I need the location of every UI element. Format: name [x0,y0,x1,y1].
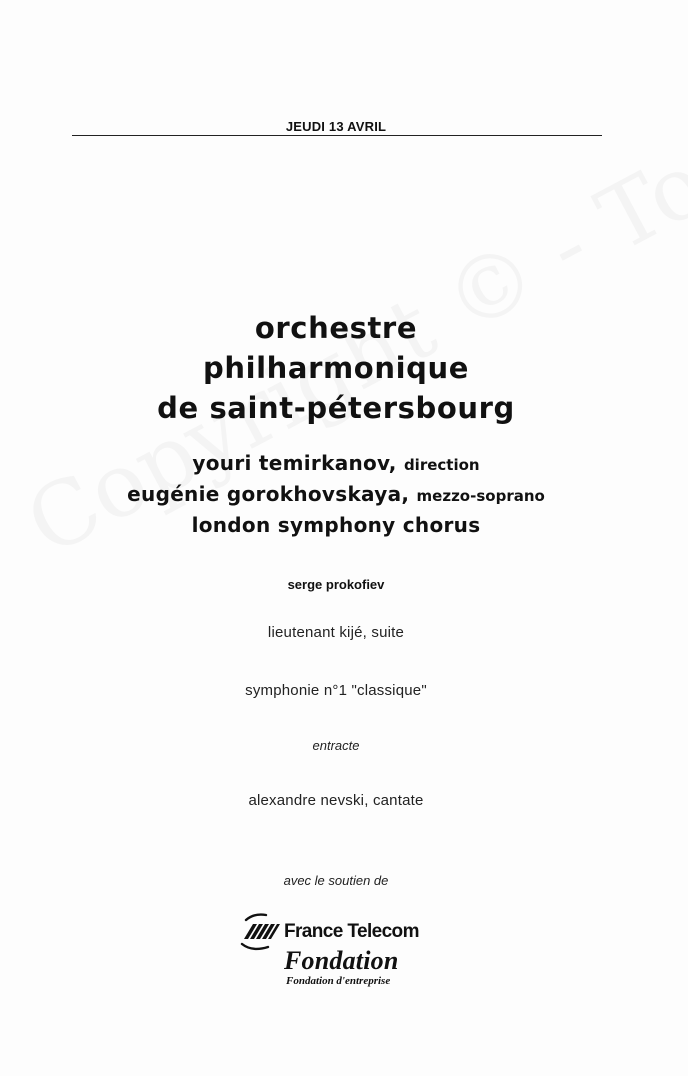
header-rule [72,135,602,136]
title-line-1: orchestre [254,311,418,345]
performer-conductor [0,449,672,480]
intermission-label: entracte [312,738,360,753]
support-intro: avec le soutien de [283,873,389,888]
performer-name: youri temirkanov, [192,451,397,475]
performers-list [0,449,672,540]
sponsor-foundation-subtitle: Fondation d'entreprise [286,975,391,987]
performer-name: london symphony chorus [191,513,481,537]
performer-role: mezzo-soprano [416,487,545,505]
performer-name: eugénie gorokhovskaya, [127,482,410,506]
performer-soloist [0,480,672,511]
sponsor-block [236,910,446,990]
program-work-3: alexandre nevski, cantate [248,792,424,809]
performer-role: direction [403,456,480,474]
title-line-2: philharmonique [202,351,469,385]
program-work-1: lieutenant kijé, suite [267,624,405,641]
program-work-2: symphonie n°1 "classique" [245,682,427,699]
orchestra-title [0,308,672,428]
sponsor-name: France Telecom [284,921,419,942]
concert-date: JEUDI 13 AVRIL [285,119,387,134]
sponsor-foundation: Fondation [284,946,399,975]
france-telecom-logo-icon [236,912,282,952]
title-line-3: de saint-pétersbourg [157,391,515,425]
composer-name: serge prokofiev [287,577,385,592]
performer-chorus [0,511,672,540]
